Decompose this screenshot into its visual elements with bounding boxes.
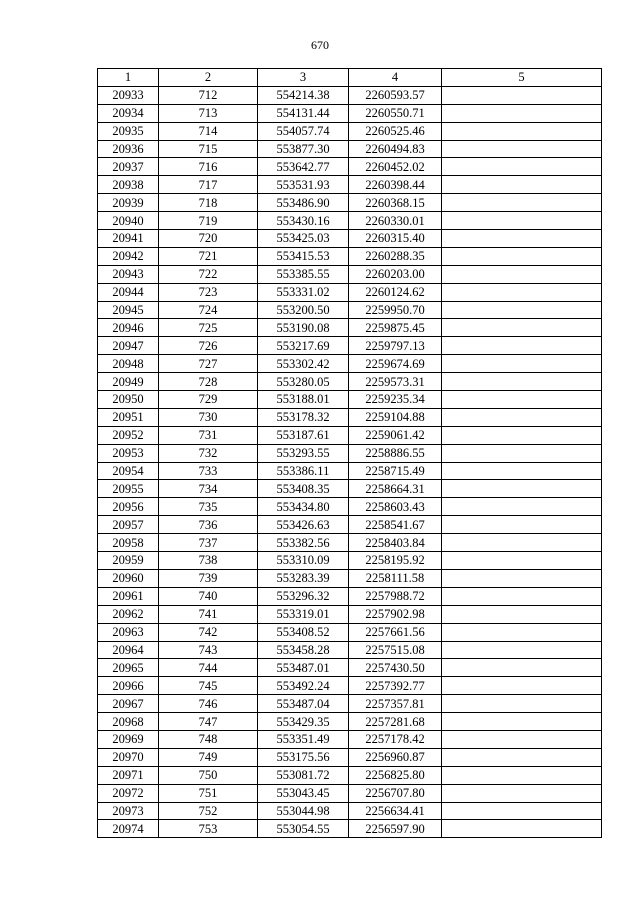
table-cell: 553434.80 [258,498,349,516]
table-row [98,283,602,301]
table-cell: 553293.55 [258,444,349,462]
table-row [98,569,602,587]
table-cell: 732 [159,444,258,462]
table-row [98,820,602,838]
table-cell [442,337,602,355]
table-cell [442,426,602,444]
table-cell: 753 [159,820,258,838]
table-cell: 20933 [98,86,159,104]
table-cell: 553430.16 [258,212,349,230]
table-cell [442,391,602,409]
table-cell: 553283.39 [258,569,349,587]
table-cell [442,695,602,713]
table-cell: 2256960.87 [349,748,442,766]
table-cell: 20966 [98,677,159,695]
table-row [98,86,602,104]
table-cell: 2260398.44 [349,176,442,194]
table-cell [442,283,602,301]
table-cell: 553408.35 [258,480,349,498]
table-cell: 20937 [98,158,159,176]
table-cell: 712 [159,86,258,104]
table-cell: 553310.09 [258,552,349,570]
table-row [98,444,602,462]
table-cell: 2256597.90 [349,820,442,838]
table-cell: 20947 [98,337,159,355]
table-cell: 2257661.56 [349,623,442,641]
table-row [98,337,602,355]
table-cell: 20946 [98,319,159,337]
table-row [98,802,602,820]
table-cell: 2257988.72 [349,587,442,605]
table-cell: 721 [159,247,258,265]
table-cell: 2256634.41 [349,802,442,820]
table-cell: 20969 [98,730,159,748]
column-header: 5 [442,69,602,87]
table-cell: 742 [159,623,258,641]
table-row [98,659,602,677]
table-cell: 20960 [98,569,159,587]
table-cell [442,605,602,623]
table-cell: 553426.63 [258,516,349,534]
table-cell [442,713,602,731]
column-header: 1 [98,69,159,87]
table-row [98,158,602,176]
table-cell: 2260525.46 [349,122,442,140]
table-cell: 20955 [98,480,159,498]
table-row [98,426,602,444]
table-row [98,641,602,659]
table-cell: 20944 [98,283,159,301]
table-cell [442,122,602,140]
table-cell: 2257902.98 [349,605,442,623]
table-cell [442,623,602,641]
table-cell: 737 [159,534,258,552]
table-cell [442,408,602,426]
table-row [98,391,602,409]
table-cell [442,587,602,605]
table-row [98,104,602,122]
table-row [98,230,602,248]
table-cell: 2257281.68 [349,713,442,731]
table-row [98,713,602,731]
table-cell [442,802,602,820]
column-header: 2 [159,69,258,87]
table-cell: 20973 [98,802,159,820]
table-cell [442,498,602,516]
table-cell: 553386.11 [258,462,349,480]
table-cell: 553187.61 [258,426,349,444]
table-cell: 20962 [98,605,159,623]
table-cell: 553531.93 [258,176,349,194]
table-cell [442,444,602,462]
table-cell [442,230,602,248]
table-cell: 20936 [98,140,159,158]
table-cell [442,265,602,283]
table-cell: 2260203.00 [349,265,442,283]
table-cell: 749 [159,748,258,766]
table-cell: 20964 [98,641,159,659]
table-cell: 20970 [98,748,159,766]
table-cell [442,820,602,838]
column-header: 3 [258,69,349,87]
table-cell: 730 [159,408,258,426]
table-cell [442,766,602,784]
table-cell: 553302.42 [258,355,349,373]
table-cell: 553200.50 [258,301,349,319]
table-cell: 751 [159,784,258,802]
table-cell [442,748,602,766]
table-cell: 553486.90 [258,194,349,212]
table-cell: 20956 [98,498,159,516]
table-cell: 2260452.02 [349,158,442,176]
table-row [98,605,602,623]
table-cell: 20938 [98,176,159,194]
table-cell: 714 [159,122,258,140]
table-cell: 739 [159,569,258,587]
table-cell [442,534,602,552]
table-cell: 2258111.58 [349,569,442,587]
coordinates-table [97,68,602,838]
table-cell: 553081.72 [258,766,349,784]
table-cell: 553188.01 [258,391,349,409]
table-cell [442,677,602,695]
table-cell: 20949 [98,373,159,391]
table-cell: 553190.08 [258,319,349,337]
table-cell: 2258403.84 [349,534,442,552]
table-row [98,265,602,283]
table-cell: 553487.04 [258,695,349,713]
table-cell: 20968 [98,713,159,731]
table-cell: 740 [159,587,258,605]
table-cell: 2257515.08 [349,641,442,659]
table-cell: 2260593.57 [349,86,442,104]
table-cell: 553425.03 [258,230,349,248]
table-cell: 553054.55 [258,820,349,838]
table-cell: 20954 [98,462,159,480]
table-cell: 553382.56 [258,534,349,552]
table-row [98,176,602,194]
table-cell: 745 [159,677,258,695]
table-cell: 2260368.15 [349,194,442,212]
table-cell: 553217.69 [258,337,349,355]
table-cell: 2260124.62 [349,283,442,301]
table-cell: 553487.01 [258,659,349,677]
table-row [98,480,602,498]
table-cell [442,784,602,802]
table-cell: 553415.53 [258,247,349,265]
table-cell: 20971 [98,766,159,784]
table-cell: 2258603.43 [349,498,442,516]
table-row [98,695,602,713]
table-cell [442,480,602,498]
table-row [98,587,602,605]
table-cell [442,247,602,265]
table-cell: 2258195.92 [349,552,442,570]
table-cell: 20945 [98,301,159,319]
table-cell: 727 [159,355,258,373]
table-cell [442,176,602,194]
table-row [98,677,602,695]
table-cell: 731 [159,426,258,444]
table-cell [442,86,602,104]
table-row [98,408,602,426]
table-cell: 729 [159,391,258,409]
table-cell: 2259573.31 [349,373,442,391]
table-row [98,140,602,158]
table-cell: 2256825.80 [349,766,442,784]
table-cell: 734 [159,480,258,498]
table-row [98,748,602,766]
table-cell [442,194,602,212]
table-row [98,319,602,337]
table-row [98,355,602,373]
table-row [98,122,602,140]
table-cell: 725 [159,319,258,337]
table-cell: 2259875.45 [349,319,442,337]
table-row [98,730,602,748]
table-cell [442,552,602,570]
table-cell: 720 [159,230,258,248]
table-row [98,516,602,534]
table-cell: 20961 [98,587,159,605]
table-cell: 20965 [98,659,159,677]
table-row [98,462,602,480]
table-row [98,784,602,802]
table-cell: 20942 [98,247,159,265]
table-row [98,247,602,265]
table-cell [442,730,602,748]
table-row [98,498,602,516]
table-cell: 20957 [98,516,159,534]
table-cell: 2257178.42 [349,730,442,748]
table-cell: 20963 [98,623,159,641]
table-cell [442,212,602,230]
table-cell: 20951 [98,408,159,426]
table-cell: 553178.32 [258,408,349,426]
table-cell: 741 [159,605,258,623]
table-cell: 20959 [98,552,159,570]
table-row [98,373,602,391]
table-cell: 20941 [98,230,159,248]
table-cell: 20972 [98,784,159,802]
page-number: 670 [311,38,329,52]
table-cell: 20934 [98,104,159,122]
table-cell: 20952 [98,426,159,444]
table-cell [442,659,602,677]
table-cell: 716 [159,158,258,176]
table-cell: 553331.02 [258,283,349,301]
table-cell [442,373,602,391]
table-cell: 743 [159,641,258,659]
table-cell: 20953 [98,444,159,462]
table-cell: 553877.30 [258,140,349,158]
table-cell: 553351.49 [258,730,349,748]
table-cell: 2259061.42 [349,426,442,444]
table-cell: 2258541.67 [349,516,442,534]
table-cell: 2259797.13 [349,337,442,355]
table-cell: 553319.01 [258,605,349,623]
table-cell: 553044.98 [258,802,349,820]
table-cell [442,301,602,319]
table-cell: 2259950.70 [349,301,442,319]
table-cell: 553385.55 [258,265,349,283]
table-cell: 554214.38 [258,86,349,104]
table-cell: 20974 [98,820,159,838]
table-cell: 20943 [98,265,159,283]
table-cell: 553458.28 [258,641,349,659]
table-row [98,552,602,570]
table-cell: 553043.45 [258,784,349,802]
table-cell: 20940 [98,212,159,230]
table-cell [442,641,602,659]
table-cell [442,104,602,122]
table-cell: 553642.77 [258,158,349,176]
table-cell: 2258715.49 [349,462,442,480]
table-cell: 2260550.71 [349,104,442,122]
table-cell: 20948 [98,355,159,373]
table-cell: 553492.24 [258,677,349,695]
table-cell: 733 [159,462,258,480]
table-cell [442,462,602,480]
table-row [98,623,602,641]
table-cell [442,516,602,534]
table-cell: 2260315.40 [349,230,442,248]
table-cell: 20958 [98,534,159,552]
table-cell [442,158,602,176]
table-cell: 553408.52 [258,623,349,641]
table-cell: 20939 [98,194,159,212]
table-row [98,194,602,212]
table-header-row [98,69,602,87]
table-cell: 20967 [98,695,159,713]
table-cell: 750 [159,766,258,784]
table-cell: 2257357.81 [349,695,442,713]
table-cell: 2259104.88 [349,408,442,426]
table-cell: 553296.32 [258,587,349,605]
table-cell: 2259235.34 [349,391,442,409]
table-cell: 723 [159,283,258,301]
table-cell: 2258664.31 [349,480,442,498]
table-cell: 717 [159,176,258,194]
table-cell: 553429.35 [258,713,349,731]
table-cell: 719 [159,212,258,230]
table-cell: 744 [159,659,258,677]
table-cell: 738 [159,552,258,570]
table-cell [442,319,602,337]
table-cell: 2256707.80 [349,784,442,802]
table-cell: 2259674.69 [349,355,442,373]
table-row [98,766,602,784]
table-cell: 724 [159,301,258,319]
table-cell: 736 [159,516,258,534]
table-row [98,212,602,230]
table-cell: 2260494.83 [349,140,442,158]
table-cell: 752 [159,802,258,820]
table-cell: 718 [159,194,258,212]
table-cell: 715 [159,140,258,158]
table-cell: 728 [159,373,258,391]
table-cell: 2257430.50 [349,659,442,677]
table-cell: 2260330.01 [349,212,442,230]
table-row [98,301,602,319]
table-cell: 2260288.35 [349,247,442,265]
table-cell: 554131.44 [258,104,349,122]
table-cell: 553175.56 [258,748,349,766]
table-cell: 726 [159,337,258,355]
table-row [98,534,602,552]
table-cell [442,569,602,587]
table-cell: 722 [159,265,258,283]
table-cell: 2257392.77 [349,677,442,695]
table-cell: 553280.05 [258,373,349,391]
table-cell: 2258886.55 [349,444,442,462]
table-cell: 20935 [98,122,159,140]
table-cell: 747 [159,713,258,731]
table-cell: 713 [159,104,258,122]
column-header: 4 [349,69,442,87]
table-cell: 748 [159,730,258,748]
table-cell: 554057.74 [258,122,349,140]
table-cell: 735 [159,498,258,516]
table-cell: 20950 [98,391,159,409]
table-cell [442,140,602,158]
table-cell [442,355,602,373]
table-cell: 746 [159,695,258,713]
